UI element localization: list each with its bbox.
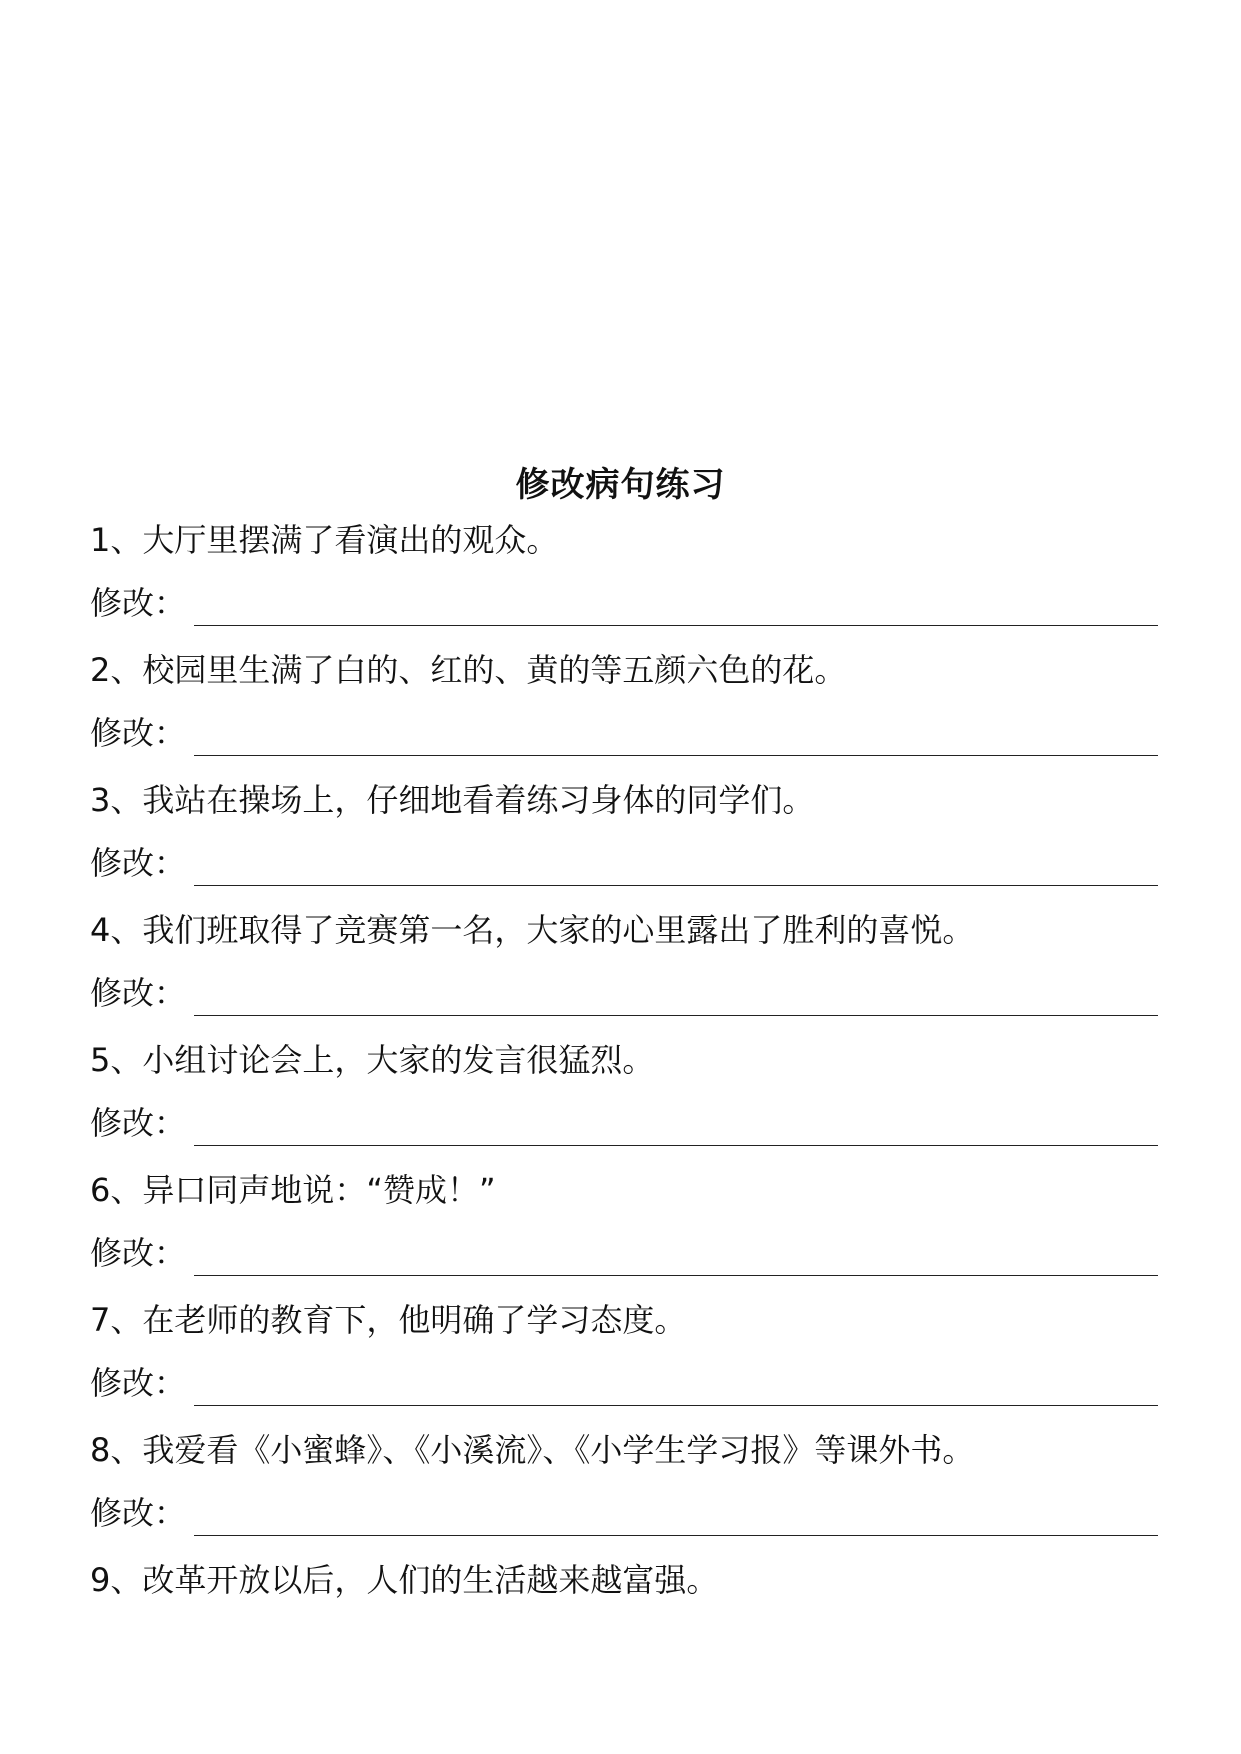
question-1: 1、大厅里摆满了看演出的观众。 <box>90 521 559 559</box>
answer-label: 修改： <box>90 1494 187 1532</box>
answer-line-1[interactable] <box>194 581 1158 626</box>
question-3: 3、我站在操场上，仔细地看着练习身体的同学们。 <box>90 781 815 819</box>
answer-line-6[interactable] <box>194 1231 1158 1276</box>
answer-label: 修改： <box>90 974 187 1012</box>
question-9: 9、改革开放以后，人们的生活越来越富强。 <box>90 1561 719 1599</box>
answer-line-7[interactable] <box>194 1361 1158 1406</box>
answer-label: 修改： <box>90 714 187 752</box>
answer-row-6 <box>90 1228 1158 1278</box>
question-6: 6、异口同声地说：“赞成！” <box>90 1171 496 1209</box>
answer-row-5 <box>90 1098 1158 1148</box>
answer-row-8 <box>90 1488 1158 1538</box>
answer-line-4[interactable] <box>194 971 1158 1016</box>
answer-label: 修改： <box>90 584 187 622</box>
answer-row-7 <box>90 1358 1158 1408</box>
question-7: 7、在老师的教育下，他明确了学习态度。 <box>90 1301 687 1339</box>
answer-row-2 <box>90 708 1158 758</box>
answer-label: 修改： <box>90 844 187 882</box>
question-2: 2、校园里生满了白的、红的、黄的等五颜六色的花。 <box>90 651 847 689</box>
answer-row-1 <box>90 578 1158 628</box>
answer-row-3 <box>90 838 1158 888</box>
answer-line-2[interactable] <box>194 711 1158 756</box>
question-4: 4、我们班取得了竞赛第一名，大家的心里露出了胜利的喜悦。 <box>90 911 975 949</box>
question-8: 8、我爱看《小蜜蜂》、《小溪流》、《小学生学习报》等课外书。 <box>90 1431 975 1469</box>
question-5: 5、小组讨论会上，大家的发言很猛烈。 <box>90 1041 655 1079</box>
answer-line-8[interactable] <box>194 1491 1158 1536</box>
answer-label: 修改： <box>90 1104 187 1142</box>
answer-label: 修改： <box>90 1364 187 1402</box>
page-title: 修改病句练习 <box>515 465 726 505</box>
answer-line-3[interactable] <box>194 841 1158 886</box>
answer-row-4 <box>90 968 1158 1018</box>
answer-line-5[interactable] <box>194 1101 1158 1146</box>
answer-label: 修改： <box>90 1234 187 1272</box>
